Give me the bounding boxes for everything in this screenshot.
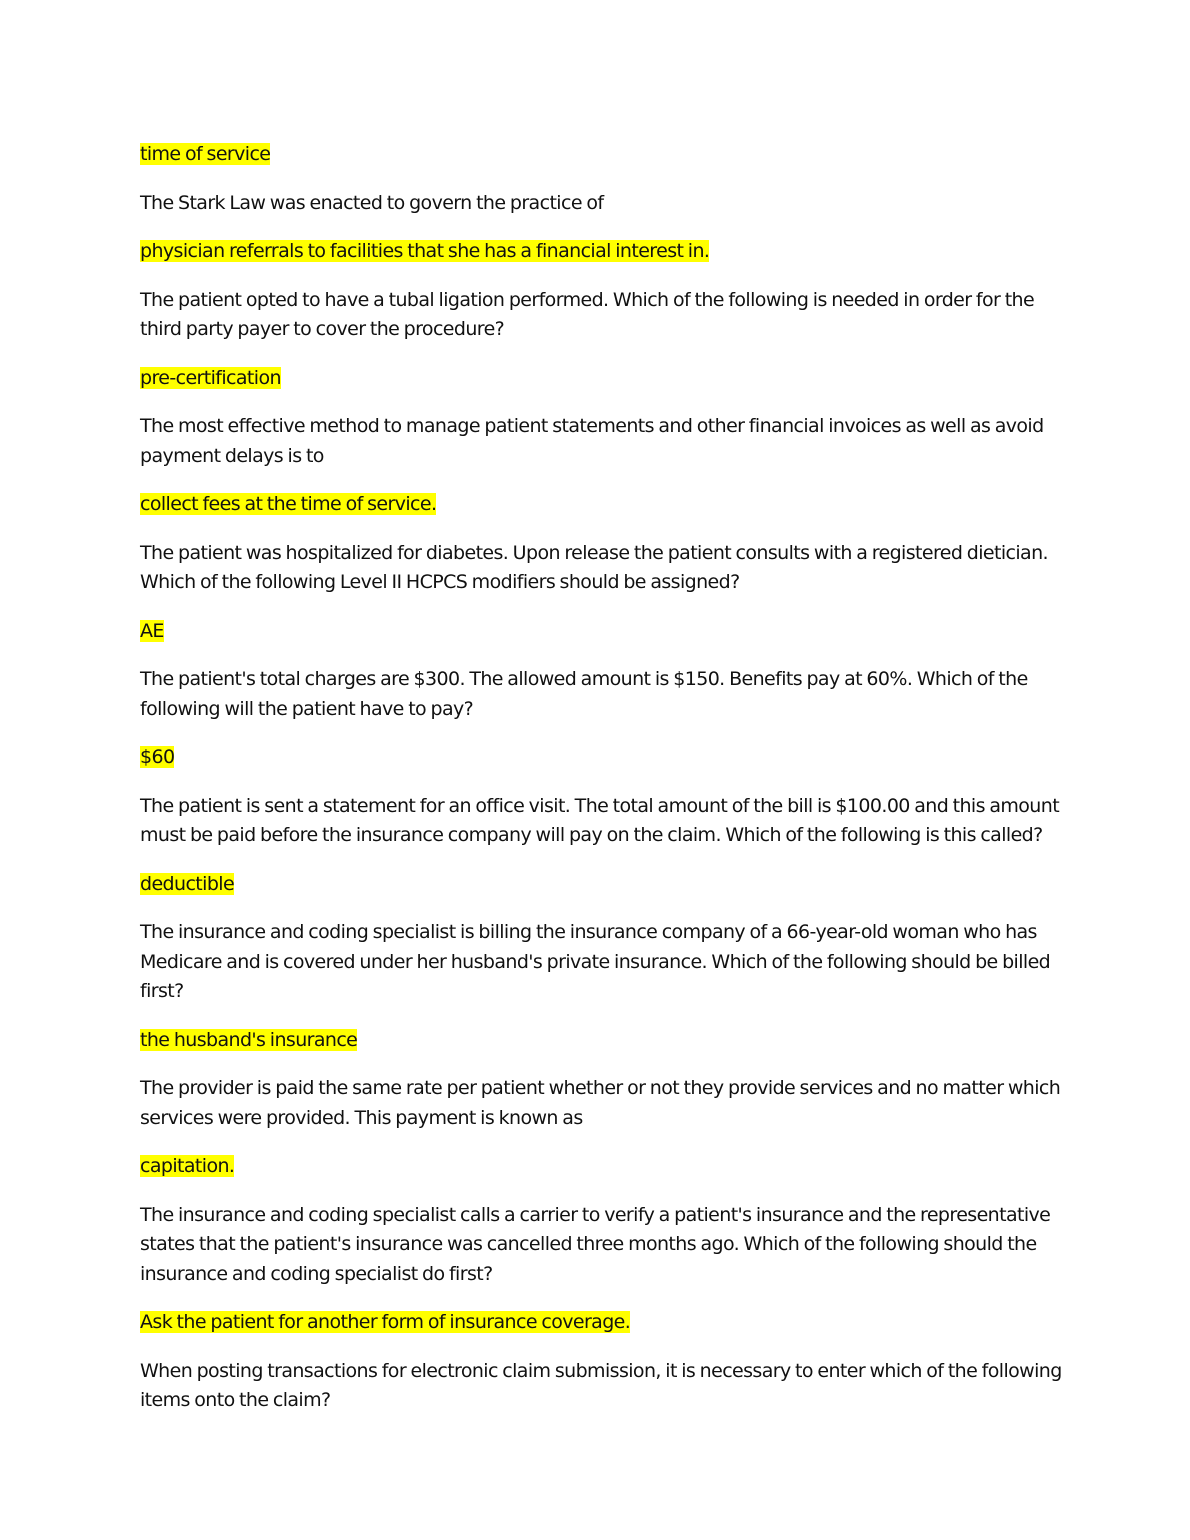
answer-text: physician referrals to facilities that she has a financial interest in.: [140, 240, 710, 262]
question-text: The Stark Law was enacted to govern the practice of: [140, 191, 604, 214]
answer-text: AE: [140, 619, 164, 642]
question-text: The patient opted to have a tubal ligation performed. Which of the following is needed in order for the third party payer to cover the procedure?: [140, 288, 1035, 340]
answer-text: collect fees at the time of service.: [140, 493, 437, 515]
answer-text: pre-certification: [140, 366, 281, 389]
answer-text: deductible: [140, 872, 235, 895]
answer-text: $60: [140, 746, 175, 768]
question-text: The patient's total charges are $300. The allowed amount is $150. Benefits pay at 60%. Which of the following will the patient have to pay?: [140, 668, 1028, 720]
question-text: The insurance and coding specialist calls a carrier to verify a patient's insurance and the representative states that the patient's insurance was cancelled three months ago. Which of the following should the insurance and coding specialist do first?: [140, 1203, 1051, 1285]
document-page: [140, 140, 1065, 1435]
question-text: The patient was hospitalized for diabetes. Upon release the patient consults with a registered dietician. Which of the following Level II HCPCS modifiers should be assigned?: [140, 541, 1048, 593]
question-text: When posting transactions for electronic claim submission, it is necessary to enter which of the following items onto the claim?: [140, 1359, 1062, 1411]
answer-text: the husband's insurance: [140, 1028, 358, 1051]
answer-text: capitation.: [140, 1155, 235, 1177]
question-text: The patient is sent a statement for an office visit. The total amount of the bill is $100.00 and this amount must be paid before the insurance company will pay on the claim. Which of the following is this called?: [140, 794, 1060, 846]
answer-text: time of service: [140, 143, 271, 165]
question-text: The most effective method to manage patient statements and other financial invoices as well as avoid payment delays is to: [140, 415, 1044, 467]
question-text: The insurance and coding specialist is billing the insurance company of a 66-year-old woman who has Medicare and is covered under her husband's private insurance. Which of the following should be billed first?: [140, 921, 1051, 1002]
question-text: The provider is paid the same rate per patient whether or not they provide services and no matter which services were provided. This payment is known as: [140, 1077, 1061, 1129]
answer-text: Ask the patient for another form of insurance coverage.: [140, 1311, 631, 1333]
